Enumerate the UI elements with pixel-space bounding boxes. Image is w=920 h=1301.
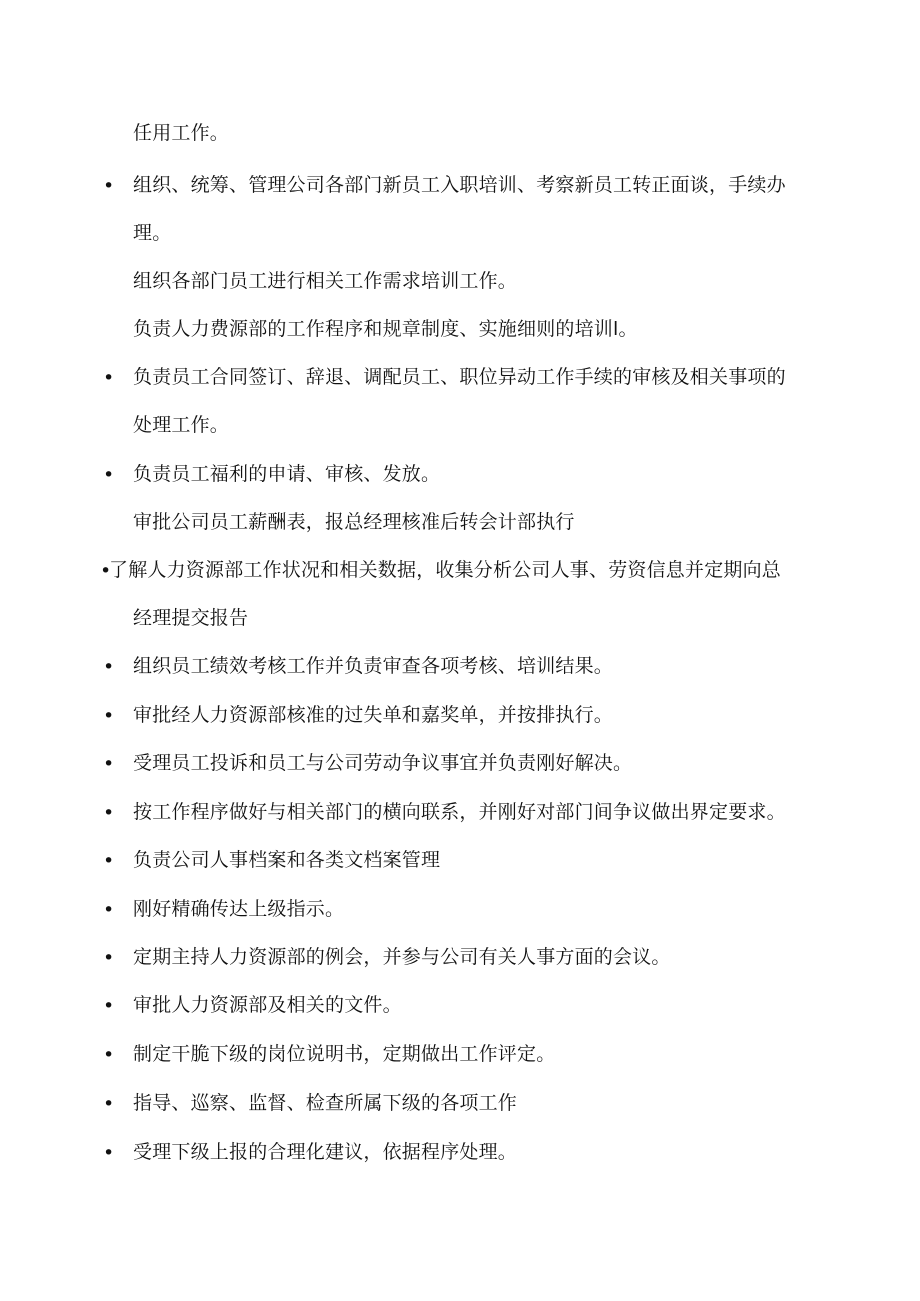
bullet-point: • xyxy=(103,995,115,1017)
text-line: 理。 xyxy=(133,222,172,244)
text-line: 定期主持人力资源部的例会，并参与公司有关人事方面的会议。 xyxy=(133,946,671,968)
bullet-point: • xyxy=(103,175,115,197)
text-line: 按工作程序做好与相关部门的横向联系，并刚好对部门间争议做出界定要求。 xyxy=(133,801,786,823)
text-line: 负责公司人事档案和各类文档案管理 xyxy=(133,849,441,871)
bullet-point: • xyxy=(103,850,115,872)
bullet-point: • xyxy=(103,753,115,775)
text-line: 负责员工合同签订、辞退、调配员工、职位异动工作手续的审核及相关事项的 xyxy=(133,366,786,388)
text-line: 组织员工绩效考核工作并负责审查各项考核、培训结果。 xyxy=(133,655,614,677)
bullet-point: • xyxy=(103,656,115,678)
text-line: 了解人力资源部工作状况和相关数据，收集分析公司人事、劳资信息并定期向总 xyxy=(109,559,782,581)
text-line: 审批公司员工薪酬表，报总经理核准后转会计部执行 xyxy=(133,511,575,533)
bullet-point: • xyxy=(103,464,115,486)
text-line: 组织、统筹、管理公司各部门新员工入职培训、考察新员工转正面谈，手续办 xyxy=(133,174,786,196)
bullet-point: • xyxy=(103,1142,115,1164)
text-line: 受理员工投诉和员工与公司劳动争议事宜并负责刚好解决。 xyxy=(133,752,633,774)
text-line: 负责员工福利的申请、审核、发放。 xyxy=(133,463,441,485)
text-line: 任用工作。 xyxy=(133,122,230,144)
bullet-point: • xyxy=(100,560,112,582)
bullet-point: • xyxy=(103,802,115,824)
text-line: 刚好精确传达上级指示。 xyxy=(133,898,345,920)
bullet-point: • xyxy=(103,899,115,921)
bullet-point: • xyxy=(103,1044,115,1066)
bullet-point: • xyxy=(103,367,115,389)
text-line: 指导、巡察、监督、检查所属下级的各项工作 xyxy=(133,1092,518,1114)
text-line: 制定干脆下级的岗位说明书，定期做出工作评定。 xyxy=(133,1043,556,1065)
text-line: 受理下级上报的合理化建议，依据程序处理。 xyxy=(133,1141,518,1163)
text-line: 负责人力费源部的工作程序和规章制度、实施细则的培训l。 xyxy=(133,318,638,340)
text-line: 组织各部门员工进行相关工作需求培训工作。 xyxy=(133,270,518,292)
bullet-point: • xyxy=(103,1093,115,1115)
bullet-point: • xyxy=(103,947,115,969)
text-line: 审批人力资源部及相关的文件。 xyxy=(133,994,402,1016)
text-line: 审批经人力资源部核准的过失单和嘉奖单，并按排执行。 xyxy=(133,704,614,726)
bullet-point: • xyxy=(103,705,115,727)
text-line: 处理工作。 xyxy=(133,414,230,436)
text-line: 经理提交报告 xyxy=(133,607,249,629)
